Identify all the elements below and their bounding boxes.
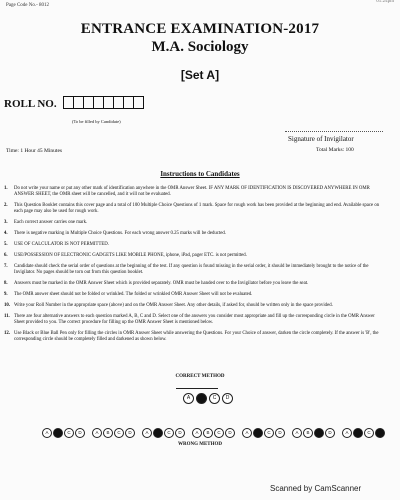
time-allowed: Time: 1 Hour 45 Minutes [6, 148, 63, 154]
instruction-text: Write your Roll Number in the appropriate space (above) and on the OMR Answer Sheet. Any other details, if asked for, should be written only in the space provided. [14, 302, 333, 308]
option-bubble: D [325, 428, 335, 438]
roll-note: (To be filled by Candidate) [72, 119, 121, 124]
exam-set: [Set A] [180, 68, 220, 82]
exam-title: ENTRANCE EXAMINATION-2017 [80, 21, 320, 37]
invigilator-signature-label: Signature of Invigilator [288, 135, 354, 143]
filled-bubble [253, 428, 263, 438]
group-spacer [136, 428, 141, 438]
filled-bubble [153, 428, 163, 438]
option-bubble: A [292, 428, 302, 438]
option-bubble: D [125, 428, 135, 438]
option-bubble: A [42, 428, 52, 438]
instruction-item [4, 220, 386, 226]
instruction-number: 3. [4, 220, 8, 226]
roll-number-boxes[interactable] [63, 96, 143, 109]
wrong-method-bubbles [42, 428, 385, 438]
option-bubble: D [75, 428, 85, 438]
instruction-text: The OMR answer sheet should not be folded or wrinkled. The folded or wrinkled OMR Answer Sheet will not be evaluated. [14, 292, 253, 298]
instruction-text: There is negative marking in Multiple Choice Questions. For each wrong answer 0.25 marks will be deducted. [14, 231, 226, 237]
exam-subject: M.A. Sociology [151, 39, 249, 55]
instruction-text: Candidate should check the serial order of questions at the beginning of the test. If any question is found missing in the serial order, it should be immediately brought to the notice of the Invigilator. No pages should be torn out from this question booklet. [14, 263, 369, 276]
instruction-number: 10. [4, 302, 10, 308]
option-bubble: D [222, 393, 233, 404]
page-code: Page Code No.- 8012 [6, 3, 50, 8]
option-bubble: B [303, 428, 313, 438]
instructions-list [4, 186, 386, 348]
instruction-item [4, 242, 386, 248]
instruction-text: There are four alternative answers to each question marked A, B, C and D. Select one of the answers you consider most appropriate and fill up the corresponding circle in the OMR Answer Sheet provided to you. The correct procedure for filling up the OMR Answer Sheet is mentioned below. [14, 313, 375, 326]
group-spacer [86, 428, 91, 438]
instruction-number: 2. [4, 203, 8, 209]
instruction-number: 11. [4, 313, 10, 319]
instruction-number: 12. [4, 330, 10, 336]
option-bubble: C [164, 428, 174, 438]
instruction-number: 8. [4, 281, 8, 287]
instruction-item [4, 314, 386, 327]
instruction-item [4, 231, 386, 237]
total-marks: Total Marks: 100 [316, 147, 354, 153]
signature-line [285, 131, 383, 132]
option-bubble: D [225, 428, 235, 438]
option-bubble: D [175, 428, 185, 438]
option-bubble: C [364, 428, 374, 438]
roll-label: ROLL NO. [4, 98, 57, 110]
group-spacer [286, 428, 291, 438]
option-bubble: B [203, 428, 213, 438]
instruction-text: Answers must be marked in the OMR Answer Sheet which is provided separately. OMR must be handed over to the Invigilator before you leave the seat. [14, 281, 309, 287]
filled-bubble [375, 428, 385, 438]
correct-method-rule [176, 388, 218, 389]
option-bubble: C [214, 428, 224, 438]
scanner-footer: Scanned by CamScanner [270, 484, 362, 493]
instruction-item [4, 303, 386, 309]
instruction-number: 9. [4, 292, 8, 298]
instructions-heading: Instructions to Candidates [160, 170, 240, 178]
option-bubble: A [142, 428, 152, 438]
instruction-item [4, 264, 386, 277]
group-spacer [186, 428, 191, 438]
instruction-text: This Question Booklet contains this cover page and a total of 100 Multiple Choice Questions of 1 mark. Space for rough work has been provided at the beginning and end. Available space on each page may also be used for rough work. [14, 203, 380, 215]
instruction-text: Do not write your name or put any other mark of identification anywhere in the OMR Answer Sheet. IF ANY MARK OF IDENTIFICATION IS DISCOVERED ANYWHERE IN OMR ANSWER SHEET, the OMR sheet will be cancelled, and it will not be evaluated. [14, 186, 370, 198]
instruction-item [4, 203, 386, 216]
wrong-method-label: WRONG METHOD [177, 442, 223, 447]
instruction-number: 6. [4, 253, 8, 259]
instruction-text: USE OF CALCULATOR IS NOT PERMITTED. [14, 242, 109, 248]
option-bubble: B [103, 428, 113, 438]
instruction-text: Use Black or Blue Ball Pen only for filling the circles in OMR Answer Sheet while answering the Questions. For your Choice of answer, darken the circle completely. If the answer is 'B', the corresponding circle should be completely filled and darkened as shown below. [14, 330, 379, 343]
roll-digit-box[interactable] [133, 96, 144, 109]
correct-method-bubbles [183, 393, 233, 404]
option-bubble: C [64, 428, 74, 438]
instruction-item [4, 292, 386, 298]
instruction-item [4, 331, 386, 344]
instruction-item [4, 186, 386, 199]
instruction-number: 4. [4, 231, 8, 237]
option-bubble: A [342, 428, 352, 438]
option-bubble: C [114, 428, 124, 438]
option-bubble: D [275, 428, 285, 438]
option-bubble: A [183, 393, 194, 404]
option-bubble: A [92, 428, 102, 438]
option-bubble: A [192, 428, 202, 438]
option-bubble: C [264, 428, 274, 438]
filled-bubble [196, 393, 207, 404]
instruction-text: Each correct answer carries one mark. [14, 220, 88, 226]
instruction-number: 5. [4, 242, 8, 248]
instruction-text: USE/POSSESSION OF ELECTRONIC GADGETS LIKE MOBILE PHONE, iphone, iPad, pager ETC. is not permitted. [14, 253, 247, 259]
option-bubble: A [242, 428, 252, 438]
filled-bubble [314, 428, 324, 438]
corner-note: 01:24pm [376, 0, 394, 4]
group-spacer [236, 428, 241, 438]
option-bubble: C [209, 393, 220, 404]
instruction-number: 1. [4, 186, 8, 191]
instruction-item [4, 253, 386, 259]
instruction-item [4, 281, 386, 287]
filled-bubble [53, 428, 63, 438]
instruction-number: 7. [4, 263, 8, 269]
filled-bubble [353, 428, 363, 438]
correct-method-label: CORRECT METHOD [175, 374, 225, 379]
group-spacer [336, 428, 341, 438]
